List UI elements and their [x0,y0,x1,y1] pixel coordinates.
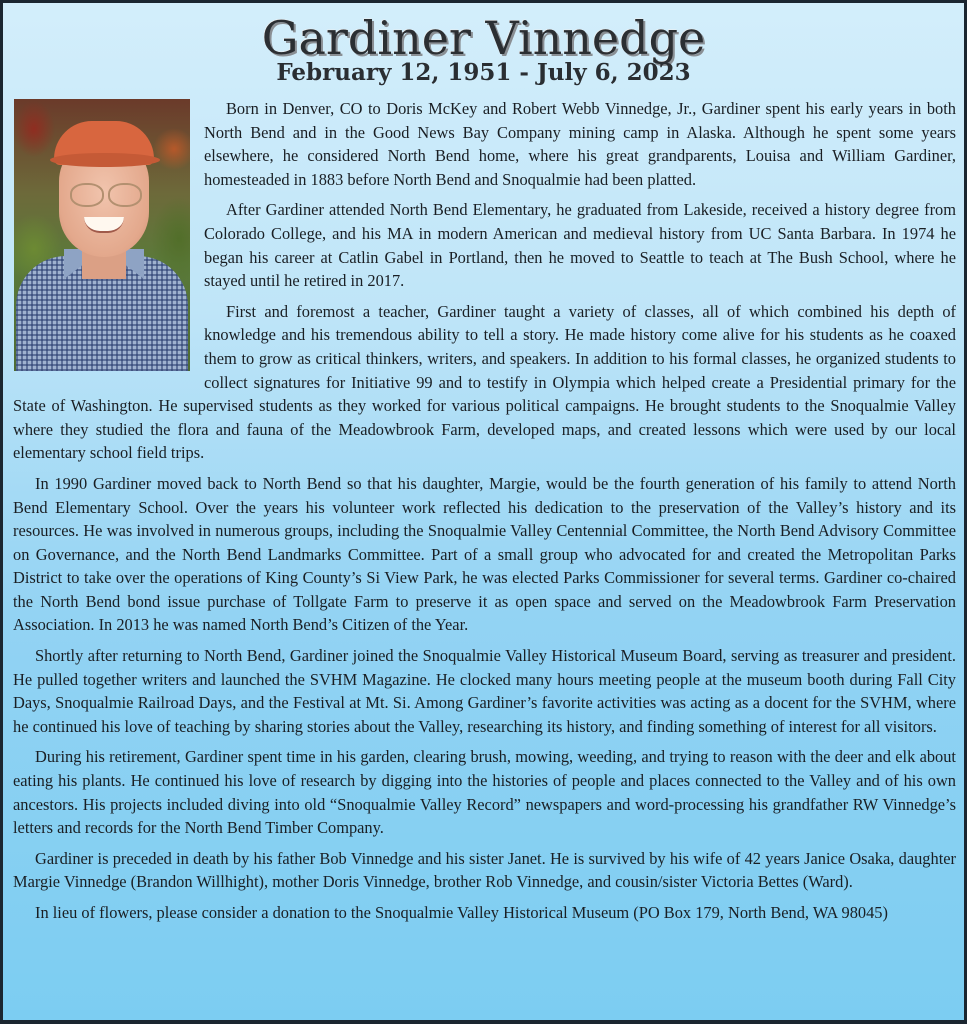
obituary-name: Gardiner Vinnedge [261,11,706,65]
paragraph-retirement: During his retirement, Gardiner spent time in his garden, clearing brush, mowing, weeding, and trying to reason with the deer and elk about eating his plants. He continued his love of research by digging into the histories of people and places connected to the Valley and of his own ancestors. His projects included diving into old “Snoqualmie Valley Record” newspapers and word-processing his grandfather RW Vinnedge’s letters and records for the North Bend Timber Company. [13,747,956,838]
obituary-card [3,3,964,1020]
cap-brim-shape [50,153,160,167]
paragraph-donation: In lieu of flowers, please consider a donation to the Snoqualmie Valley Historical Museum (PO Box 179, North Bend, WA 98045) [35,903,888,922]
paragraph-education: After Gardiner attended North Bend Elementary, he graduated from Lakeside, received a history degree from Colorado College, and his MA in modern American and medieval history from UC Santa Barbara. In 1974 he began his career at Catlin Gabel in Portland, then he moved to Seattle to teach at The Bush School, where he stayed until he retired in 2017. [204,200,956,291]
paragraph-museum: Shortly after returning to North Bend, Gardiner joined the Snoqualmie Valley Historical Museum Board, serving as treasurer and president. He pulled together writers and launched the SVHM Magazine. He clocked many hours meeting people at the museum booth during Fall City Days, Snoqualmie Railroad Days, and the Festival at Mt. Si. Among Gardiner’s favorite activities was acting as a docent for the SVHM, where he continued his love of teaching by sharing stories about the Valley, researching its history, and finding something of interest for all visitors. [13,646,956,736]
paragraph-birth: Born in Denver, CO to Doris McKey and Robert Webb Vinnedge, Jr., Gardiner spent his early years in both North Bend and in the Good News Bay Company mining camp in Alaska. Although he spent some years elsewhere, he considered North Bend home, where his great grandparents, Louisa and William Gardiner, homesteaded in 1883 before North Bend and Snoqualmie had been platted. [204,99,956,189]
portrait-photo [14,99,190,371]
glasses-left-shape [70,183,104,207]
paragraph-teaching: First and foremost a teacher, Gardiner taught a variety of classes, all of which combined his depth of knowledge and his tremendous ability to tell a story. He made history come alive for his students as he coaxed them to grow as critical thinkers, writers, and speakers. In addition to his formal classes, he organized students to collect signatures for Initiative 99 and to testify in Olympia which helped create a Presidential primary for the State of Washington. He supervised students as they worked for various political campaigns. He brought students to the Snoqualmie Valley where they studied the flora and fauna of the Meadowbrook Farm, developed maps, and created lessons which were used by our local elementary school field trips. [13,301,956,463]
obituary-body [13,97,956,932]
paragraph-community: In 1990 Gardiner moved back to North Bend so that his daughter, Margie, would be the fourth generation of his family to attend North Bend Elementary School. Over the years his volunteer work reflected his dedication to the preservation of the Valley’s history and its resources. He was involved in numerous groups, including the Snoqualmie Valley Centennial Committee, the North Bend Advisory Committee on Governance, and the North Bend Landmarks Committee. Part of a small group who advocated for and created the Metropolitan Parks District to take over the operations of King County’s Si View Park, he was elected Parks Commissioner for several terms. Gardiner co-chaired the North Bend bond issue purchase of Tollgate Farm to preserve it as open space and served on the Meadowbrook Farm Preservation Association. In 2013 he was named North Bend’s Citizen of the Year. [13,473,956,635]
paragraph-family: Gardiner is preceded in death by his father Bob Vinnedge and his sister Janet. He is survived by his wife of 42 years Janice Osaka, daughter Margie Vinnedge (Brandon Willhight), mother Doris Vinnedge, brother Rob Vinnedge, and cousin/sister Victoria Bettes (Ward). [13,848,956,892]
life-dates: February 12, 1951 - July 6, 2023 [276,59,691,86]
glasses-right-shape [108,183,142,207]
